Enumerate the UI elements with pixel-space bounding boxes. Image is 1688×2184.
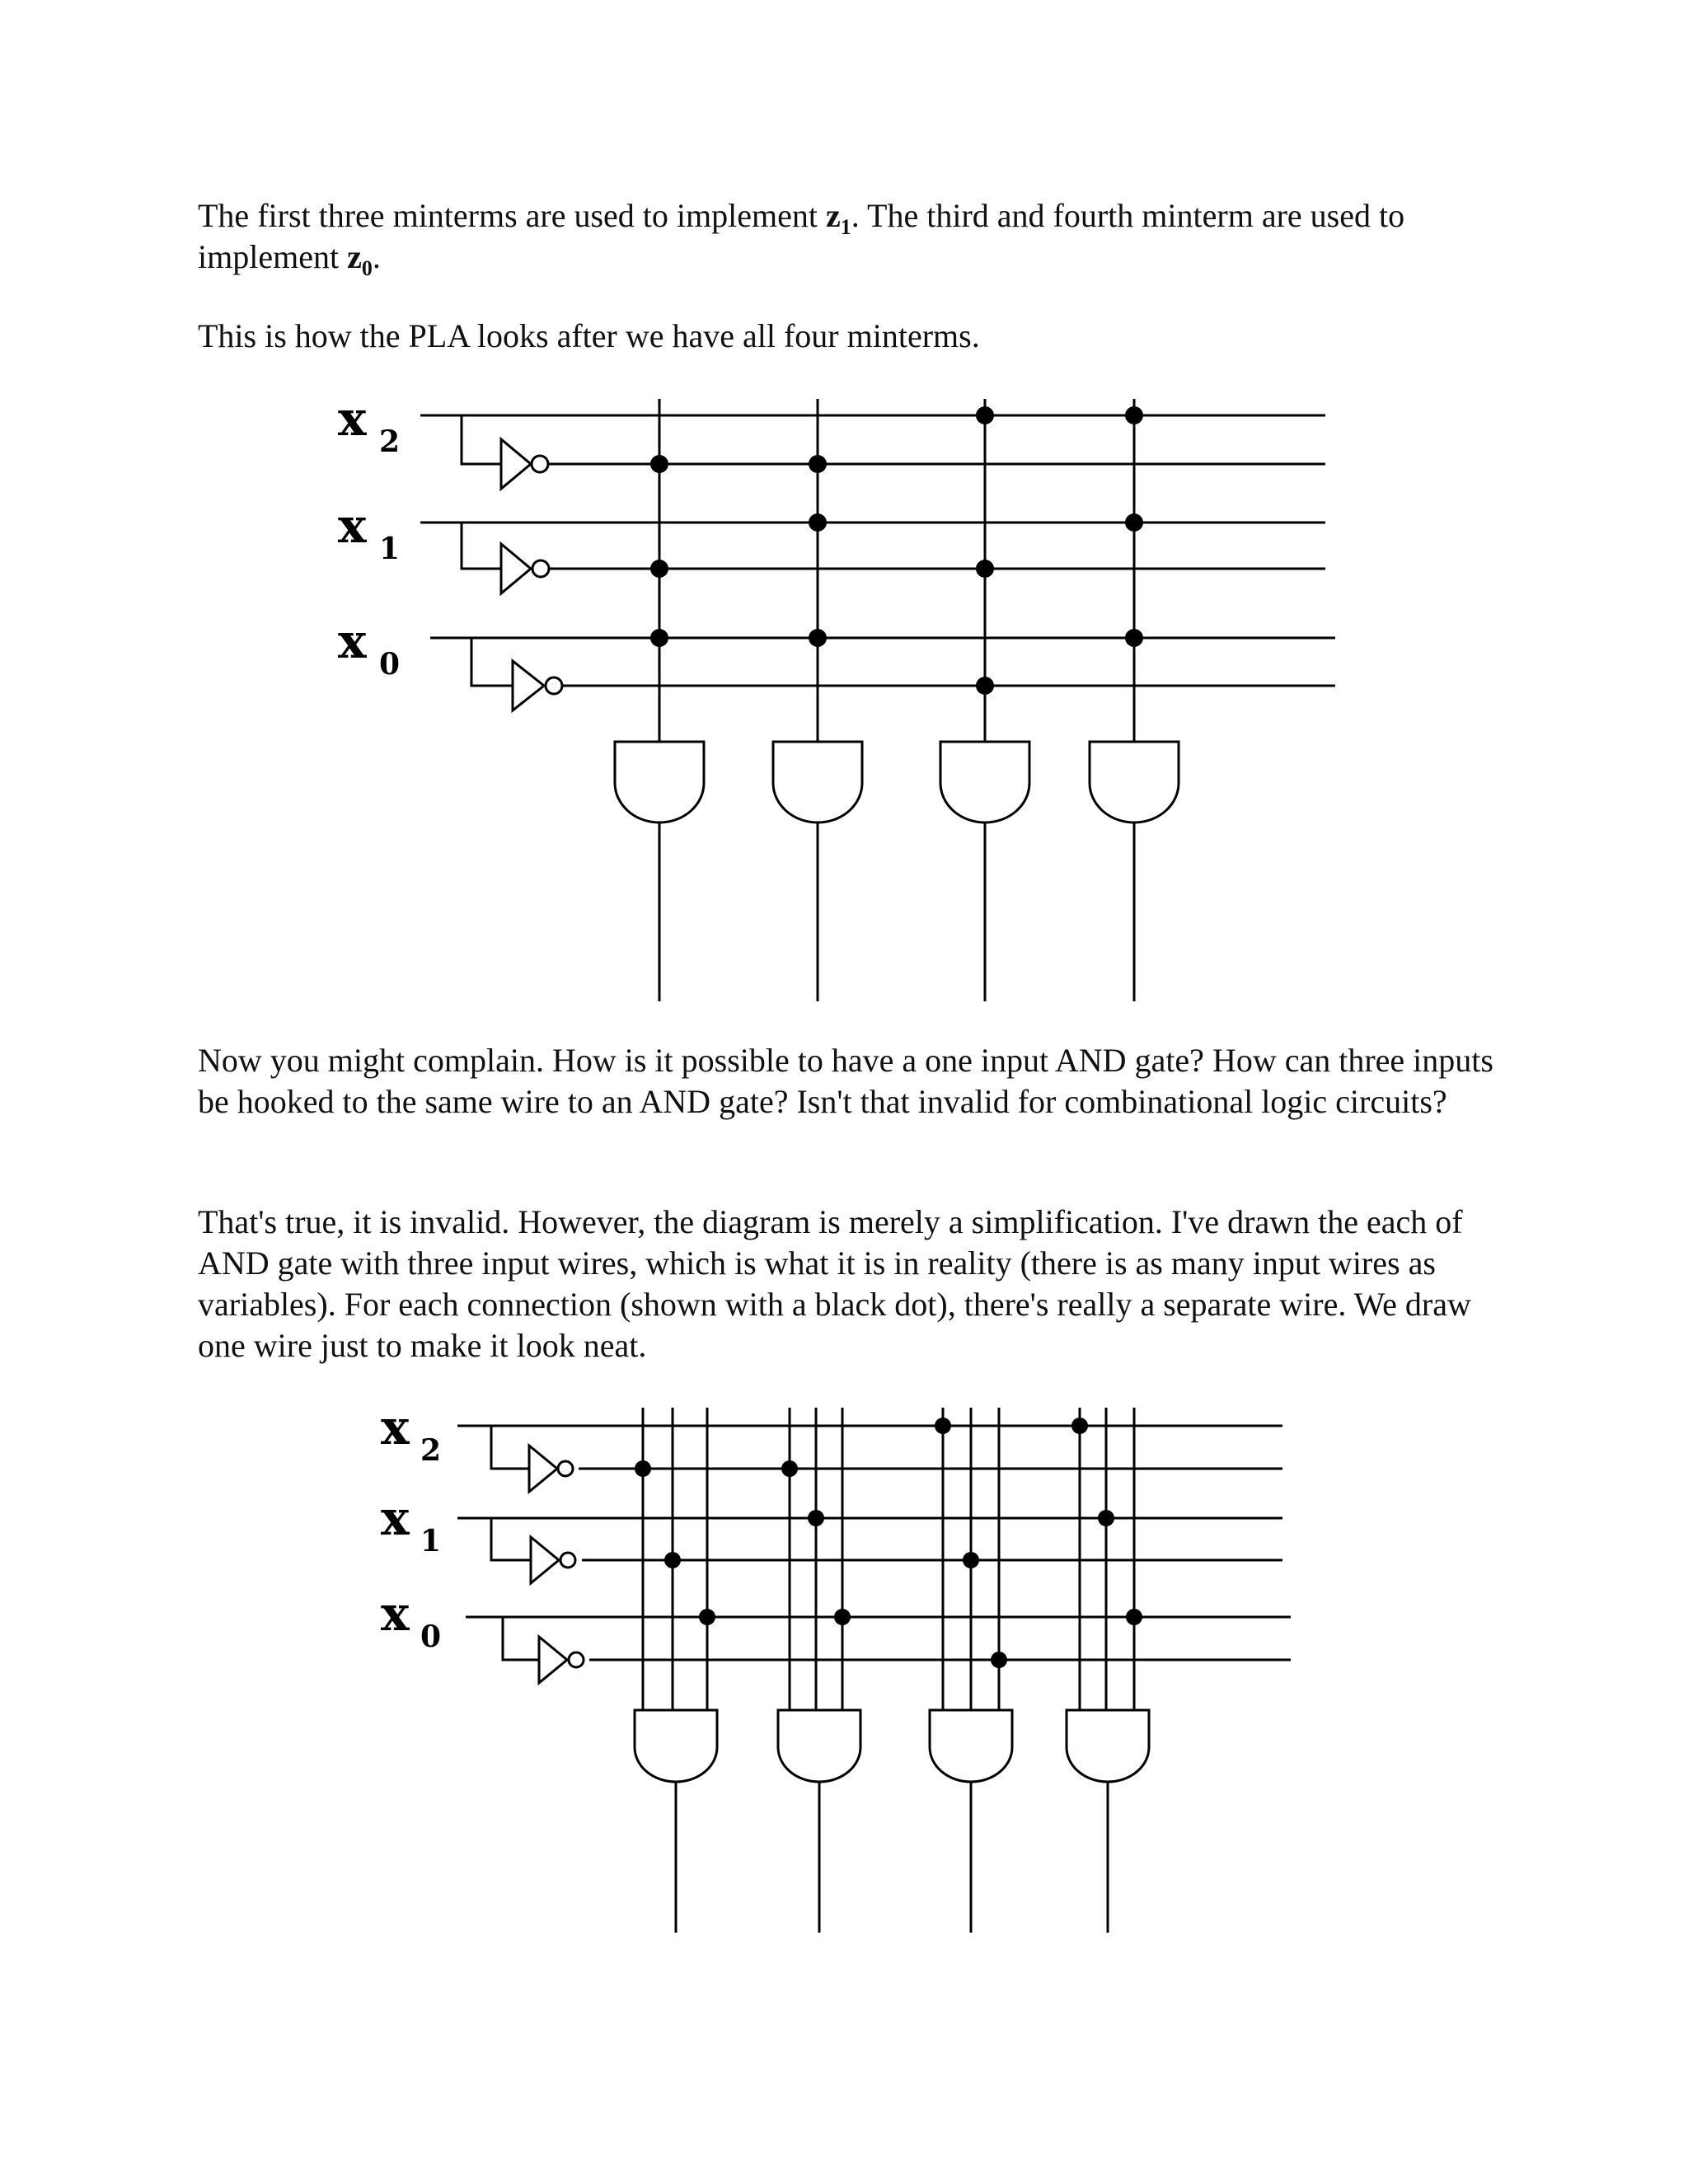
- inverter2-x1-bubble: [560, 1553, 575, 1568]
- dot2-g2-not-x2: [781, 1460, 798, 1477]
- text-part1: The first three minterms are used to implement: [198, 197, 826, 234]
- inverter2-x2-tap: [491, 1426, 529, 1469]
- dot2-g2-x1: [808, 1510, 824, 1526]
- input-labels-2: [381, 1399, 441, 1654]
- dot2-g1-not-x2: [635, 1460, 651, 1477]
- label-x0-letter: x: [338, 613, 367, 669]
- label-x1-letter: x: [338, 498, 367, 554]
- label-x1-sub: 1: [379, 532, 401, 566]
- inverter2-x0-tap: [503, 1617, 539, 1660]
- dot2-g1-not-x1: [664, 1552, 681, 1568]
- inverters-2: [491, 1426, 584, 1683]
- label2-x1-letter: x: [381, 1490, 410, 1546]
- paragraph-pla-intro: This is how the PLA looks after we have all four minterms.: [198, 317, 980, 354]
- and-gates-2: [635, 1710, 1149, 1782]
- label2-x1-sub: 1: [420, 1524, 442, 1558]
- z1-label: $z_1$: [826, 197, 851, 239]
- and2-gate-3: [930, 1710, 1012, 1782]
- text-part3: .: [372, 238, 381, 275]
- dot2-g3-not-x0: [991, 1652, 1007, 1668]
- z0-label: $z_0$: [347, 238, 373, 280]
- label2-x2-sub: 2: [420, 1433, 442, 1468]
- and-outputs-2: [676, 1782, 1108, 1933]
- inverter2-x2-bubble: [558, 1461, 573, 1476]
- inverter2-x1-tap: [491, 1518, 531, 1560]
- dot2-g3-x2: [935, 1418, 951, 1434]
- and2-gate-4: [1067, 1710, 1149, 1782]
- and2-gate-1: [635, 1710, 717, 1782]
- inverter2-x0-bubble: [569, 1652, 584, 1667]
- input-wires-2: [457, 1426, 1291, 1660]
- paragraph-complaint: Now you might complain. How is it possible to have a one input AND gate? How can three inputs be hooked to the same wire to an AND gate? Isn't that invalid for combinational logic circuits?: [198, 1042, 1493, 1120]
- dot2-g1-x0: [699, 1609, 715, 1625]
- label2-x2-letter: x: [381, 1399, 410, 1455]
- dot2-g4-x1: [1098, 1510, 1114, 1526]
- paragraph-explanation: That's true, it is invalid. However, the diagram is merely a simplification. I've drawn the each of AND gate with three input wires, which is what it is in reality (there is as many input wires as variables). For each connection (shown with a black dot), there's really a separate wire. We draw one wire just to make it look neat.: [198, 1203, 1471, 1364]
- dot2-g4-x2: [1071, 1418, 1088, 1434]
- label2-x0-sub: 0: [420, 1619, 442, 1654]
- inverter2-x2-triangle: [529, 1446, 557, 1492]
- dot2-g4-x0: [1126, 1609, 1142, 1625]
- dot2-g2-x0: [834, 1609, 851, 1625]
- label2-x0-letter: x: [381, 1586, 410, 1642]
- label-x2-letter: x: [338, 391, 367, 447]
- connection-dots-2: [635, 1418, 1142, 1668]
- inverter2-x1-triangle: [531, 1537, 559, 1583]
- dot2-g3-not-x1: [963, 1552, 979, 1568]
- label-x0-sub: 0: [379, 647, 401, 682]
- text-part2: . The third and fourth minterm are used to implement: [198, 197, 1405, 275]
- label-x2-sub: 2: [379, 424, 401, 459]
- inverter2-x0-triangle: [539, 1637, 567, 1683]
- and2-gate-2: [778, 1710, 860, 1782]
